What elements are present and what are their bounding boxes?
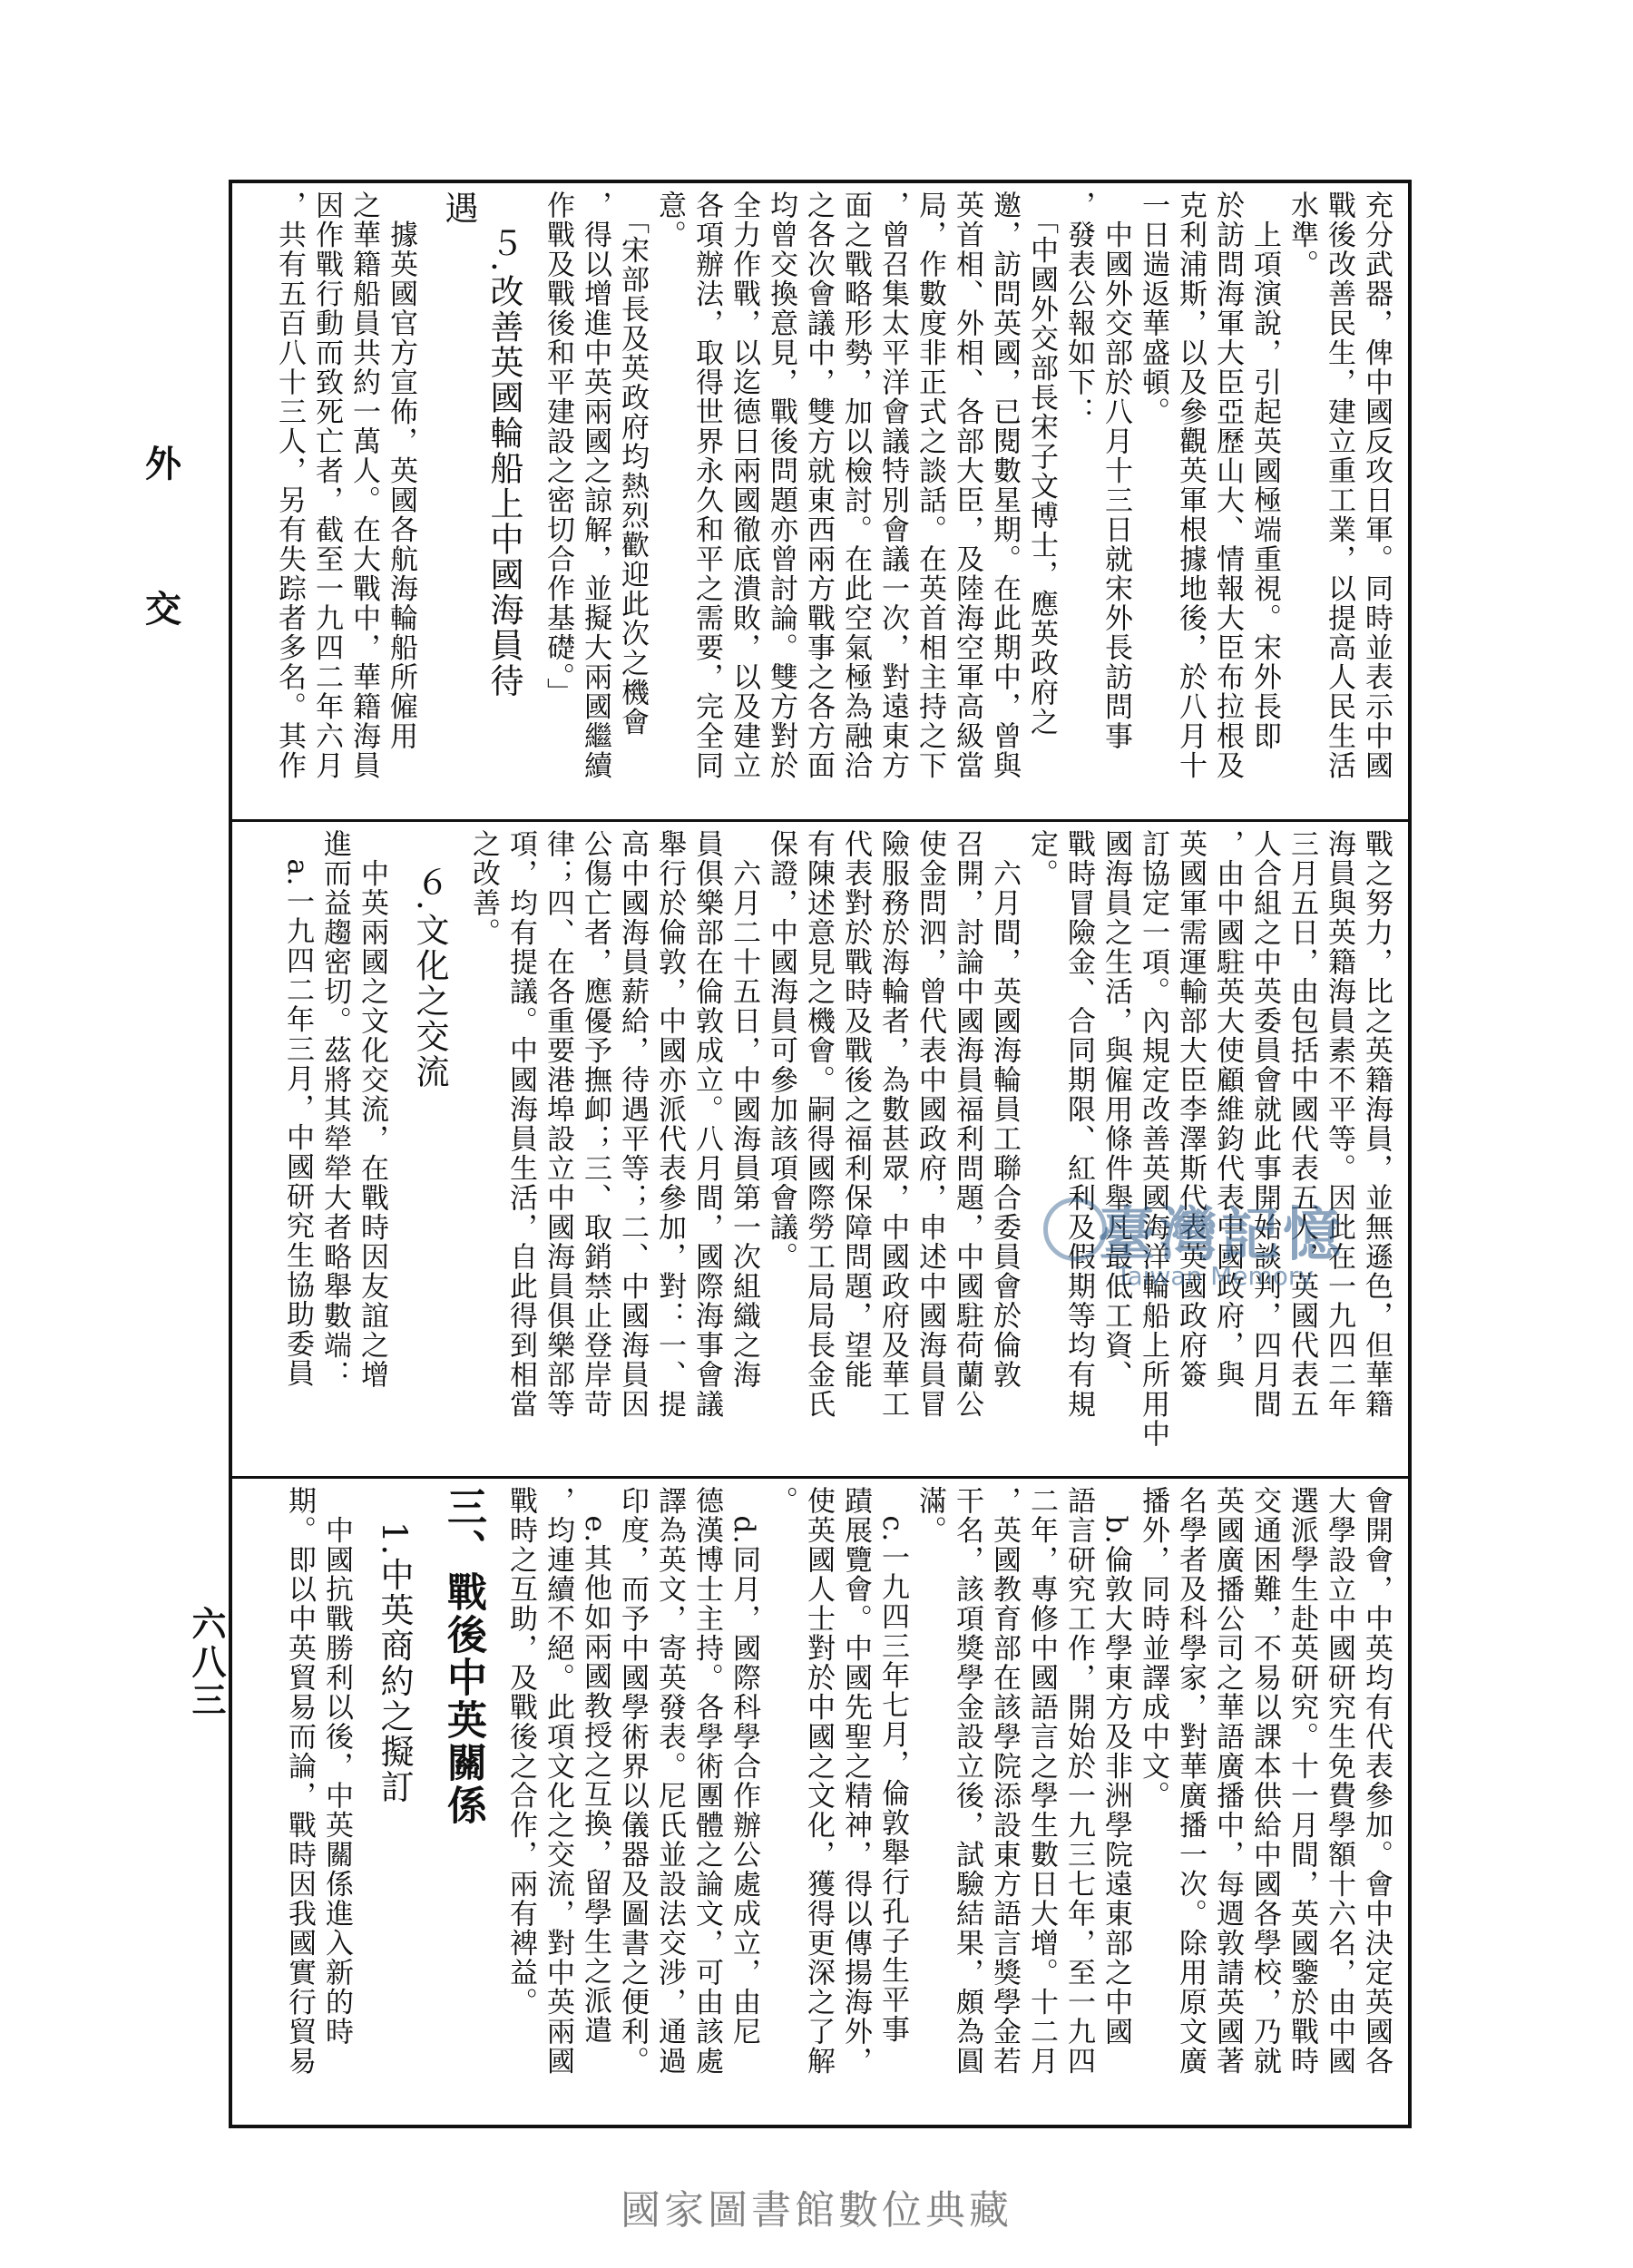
- text-column: 克利浦斯，以及參觀英軍根據地後，於八月十: [1174, 191, 1207, 780]
- text-column: ，得以增進中英兩國之諒解，並擬大兩國繼續: [579, 191, 611, 780]
- text-column: 使金問泗，曾代表中國政府，申述中國海員冒: [914, 829, 946, 1419]
- text-column: a.一九四二年三月，中國研究生協助委員: [281, 829, 314, 1389]
- text-column: 選派學生赴英研究。十一月間，英國鑒於戰時: [1286, 1486, 1318, 2076]
- text-column: 「宋部長及英政府均熱烈歡迎此次之機會: [616, 191, 649, 737]
- text-column: 員俱樂部在倫敦成立。八月間，國際海事會議: [690, 829, 723, 1419]
- text-column: 一日遄返華盛頓。: [1137, 191, 1169, 426]
- text-column: 舉行於倫敦，中國亦派代表參加，對：一、提: [653, 829, 686, 1419]
- tier-top: [232, 183, 1408, 818]
- text-column: 水準。: [1286, 191, 1318, 279]
- text-column: 德漢博士主持。各學術團體之論文，可由該處: [690, 1486, 723, 2076]
- text-column: 二年，專修中國語言之學生數日大增。十二月: [1025, 1486, 1058, 2076]
- text-column: 有陳述意見之機會。嗣得國際勞工局局長金氏: [802, 829, 835, 1419]
- watermark-main: 臺灣記憶: [1098, 1202, 1345, 1269]
- text-column: 高中國海員薪給，待遇平等；二、中國海員因: [616, 829, 649, 1419]
- page-number: 六八三: [186, 1606, 227, 1720]
- text-column: 印度，而予中國學術界以儀器及圖書之便利。: [616, 1486, 649, 2076]
- text-column: 。: [765, 1486, 797, 1516]
- text-column: ，均連續不絕。此項文化之交流，對中英兩國: [542, 1486, 574, 2076]
- text-column: 譯為英文，寄英發表。尼氏並設法交涉，通過: [653, 1486, 686, 2076]
- text-column: 項，均有提議。中國海員生活，自此得到相當: [504, 829, 537, 1419]
- text-column: 英國軍需運輸部大臣李澤斯代表英國政府簽: [1174, 829, 1207, 1390]
- text-column: 使英國人士對於中國之文化，獲得更深之了解: [802, 1486, 835, 2076]
- text-column: 律；四、在各重要港埠設立中國海員俱樂部等: [542, 829, 574, 1419]
- footer-credit: 國家圖書館數位典藏: [621, 2187, 1012, 2234]
- text-column: 代表對於戰時及戰後之福利保障問題，望能: [839, 829, 872, 1390]
- text-column: 上項演說，引起英國極端重視。宋外長即: [1248, 191, 1281, 751]
- text-column: 之各次會議中，雙方就東西兩方戰事之各方面: [802, 191, 835, 780]
- text-column: 六月二十五日，中國海員第一次組織之海: [728, 829, 760, 1390]
- text-column: ，發表公報如下：: [1062, 191, 1095, 426]
- text-column: e.其他如兩國教授之互換，留學生之派遣: [579, 1486, 611, 2046]
- header-right: 交: [145, 588, 181, 631]
- text-column: 於訪問海軍大臣亞歷山大、情報大臣布拉根及: [1211, 191, 1244, 780]
- text-column: 播外，同時並譯成中文。: [1137, 1486, 1169, 1811]
- text-column: ，共有五百八十三人，另有失踪者多名。其作: [273, 191, 306, 780]
- text-column: 中國抗戰勝利以後，中英關係進入新的時: [320, 1486, 353, 2047]
- watermark-sub: Taiwan Memory: [1116, 1261, 1314, 1291]
- text-column: 語言研究工作，開始於一九三七年，至一九四: [1062, 1486, 1095, 2076]
- text-column: 召開，討論中國海員福利問題，中國駐荷蘭公: [951, 829, 983, 1419]
- text-column: 訂協定一項。內規定改善英國海洋輪船上所用中: [1137, 829, 1169, 1449]
- text-column: 保證，中國海員可參加該項會議。: [765, 829, 797, 1272]
- text-column: 中國外交部於八月十三日就宋外長訪問事: [1100, 191, 1132, 751]
- text-column: 因作戰行動而致死亡者，截至一九四二年六月: [310, 191, 343, 780]
- text-column: b.倫敦大學東方及非洲學院遠東部之中國: [1100, 1486, 1132, 2047]
- text-column: 中英兩國之文化交流，在戰時因友誼之增: [356, 829, 388, 1390]
- text-column: c.一九四三年七月，倫敦舉行孔子生平事: [876, 1486, 909, 2045]
- text-column: 名學者及科學家，對華廣播一次。除用原文廣: [1174, 1486, 1207, 2076]
- text-column: 戰時之互助，及戰後之合作，兩有裨益。: [504, 1486, 537, 2017]
- text-column: 意。: [653, 191, 686, 249]
- text-column: 六月間，英國海輪員工聯合委員會於倫敦: [988, 829, 1021, 1390]
- text-column: 戰後改善民生，建立重工業，以提高人民生活: [1323, 191, 1355, 780]
- text-column: 干名，該項獎學金設立後，試驗結果，頗為圓: [951, 1486, 983, 2076]
- text-column: 公傷亡者，應優予撫卹；三、取銷禁止登岸苛: [579, 829, 611, 1419]
- text-column: 險服務於海輪者，為數甚眾，中國政府及華工: [876, 829, 909, 1419]
- subsection-heading: ６.文化之交流: [410, 829, 449, 1090]
- section-heading: 三、戰後中英關係: [440, 1486, 486, 1827]
- text-column: 均曾交換意見，戰後問題亦曾討論。雙方對於: [765, 191, 797, 780]
- text-column: 之華籍船員共約一萬人。在大戰中，華籍海員: [347, 191, 380, 780]
- text-column: 戰時冒險金、合同期限、紅利及假期等均有規: [1062, 829, 1095, 1419]
- text-column: 邀，訪問英國，已閱數星期。在此期中，曾與: [988, 191, 1021, 780]
- tier-middle: [232, 822, 1408, 1475]
- text-column: ，英國教育部在該學院添設東方語言獎學金若: [988, 1486, 1021, 2076]
- text-column: 定。: [1025, 829, 1058, 888]
- text-column: 英首相、外相、各部大臣，及陸海空軍高級當: [951, 191, 983, 780]
- text-column: 「中國外交部長宋子文博士，應英政府之: [1025, 191, 1058, 737]
- text-column: 三月五日，由包括中國代表五人，英國代表五: [1286, 829, 1318, 1419]
- text-column: ，曾召集太平洋會議特別會議一次，對遠東方: [876, 191, 909, 780]
- text-column: 大學設立中國研究生免費學額十六名，由中國: [1323, 1486, 1355, 2076]
- subsection-heading: ５.改善英國輪船上中國海員待: [484, 191, 523, 699]
- text-column: ，由中國駐英大使顧維鈞代表中國政府，與: [1211, 829, 1244, 1390]
- text-column: d.同月，國際科學合作辦公處成立，由尼: [728, 1486, 760, 2047]
- tier-bottom: [232, 1479, 1408, 2125]
- text-column: 交通困難，不易以課本供給中國各學校，乃就: [1248, 1486, 1281, 2076]
- subsection-heading: 1.中英商約之擬訂: [375, 1486, 414, 1805]
- text-column: 會開會，中英均有代表參加。會中決定英國各: [1360, 1486, 1393, 2076]
- text-column: 英國廣播公司之華語廣播中，每週敦請英國著: [1211, 1486, 1244, 2076]
- text-column: 海員與英籍海員素不平等。因此在一九四二年: [1323, 829, 1355, 1419]
- text-column: 滿。: [914, 1486, 946, 1545]
- text-column: 面之戰略形勢，加以檢討。在此空氣極為融洽: [839, 191, 872, 780]
- header-left: 外: [145, 443, 181, 485]
- text-column: 據英國官方宣佈，英國各航海輪船所僱用: [385, 191, 417, 751]
- text-column: 充分武器，俾中國反攻日軍。同時並表示中國: [1360, 191, 1393, 780]
- text-column: 作戰及戰後和平建設之密切合作基礎。」: [542, 191, 574, 708]
- text-column: 之改善。: [467, 829, 500, 947]
- text-column: 期。即以中英貿易而論，戰時因我國實行貿易: [283, 1486, 316, 2076]
- text-column: 戰之努力，比之英籍海員，並無遜色，但華籍: [1360, 829, 1393, 1419]
- text-column: 各項辦法，取得世界永久和平之需要，完全同: [690, 191, 723, 780]
- subsection-heading: 遇: [439, 191, 478, 226]
- text-column: 進而益趨密切。茲將其犖犖大者略舉數端：: [318, 829, 351, 1390]
- text-column: 人合組之中英委員會就此事開始談判，四月間: [1248, 829, 1281, 1419]
- text-column: 蹟展覽會。中國先聖之精神，得以傳揚海外，: [839, 1486, 872, 2076]
- text-column: 局，作數度非正式之談話。在英首相主持之下: [914, 191, 946, 780]
- text-column: 國海員之生活，與僱用條件舉凡最低工資、: [1100, 829, 1132, 1390]
- text-column: 全力作戰，以迄德日兩國徹底潰敗，以及建立: [728, 191, 760, 780]
